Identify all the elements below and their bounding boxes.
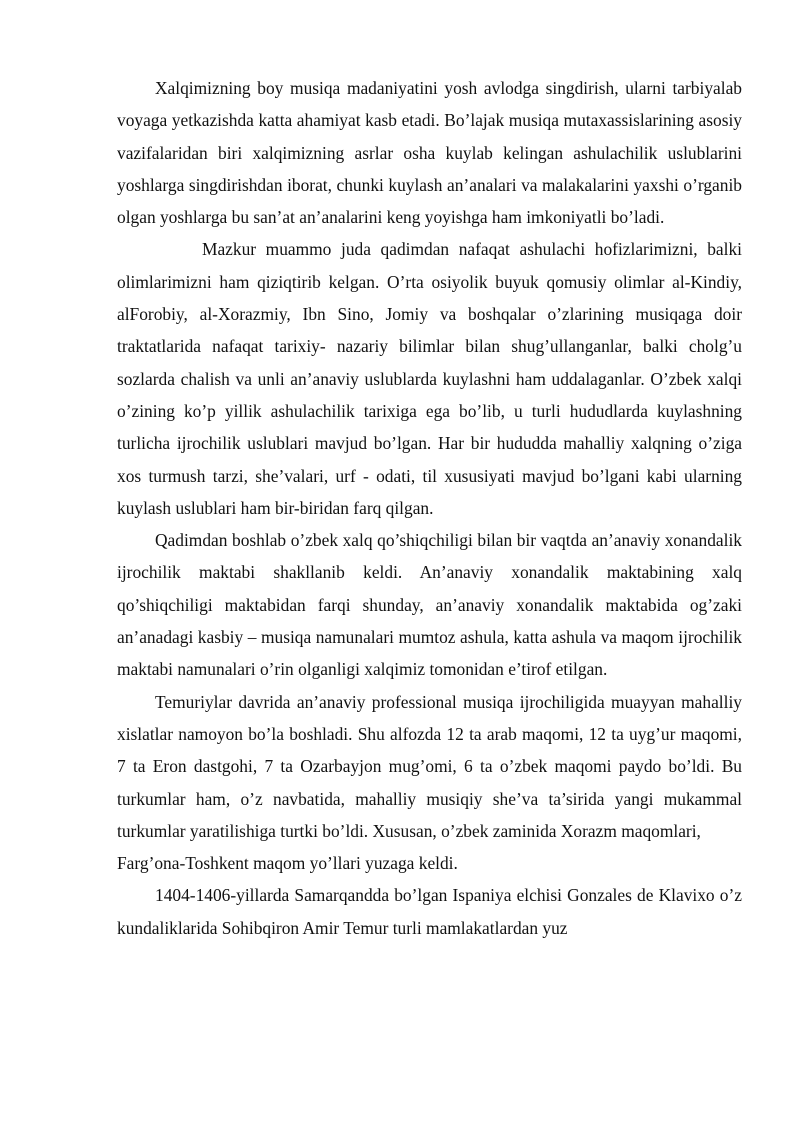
document-body [117,72,742,944]
paragraph-5: Farg’ona-Toshkent maqom yo’llari yuzaga keldi. [117,853,458,874]
paragraph-6: 1404-1406-yillarda Samarqandda bo’lgan Ispaniya elchisi Gonzales de Klavixo o’z kundaliklarida Sohibqiron Amir Temur turli mamlakatlardan yuz [117,885,742,938]
paragraph-1: Xalqimizning boy musiqa madaniyatini yosh avlodga singdirish, ularni tarbiyalab voyaga yetkazishda katta ahamiyat kasb etadi. Bo’lajak musiqa mutaxassislarining asosiy vazifalaridan biri xalqimizning asrlar osha kuylab kelingan ashulachilik uslublarini yoshlarga singdirishdan iborat, chunki kuylash an’analari va malakalarini yaxshi o’rganib olgan yoshlarga bu san’at an’analarini keng yoyishga ham imkoniyatli bo’ladi. [117,78,742,228]
paragraph-4: Temuriylar davrida an’anaviy professional musiqa ijrochiligida muayyan mahalliy xislatlar namoyon bo’la boshladi. Shu alfozda 12 ta arab maqomi, 12 ta uyg’ur maqomi, 7 ta Eron dastgohi, 7 ta Ozarbayjon mug’omi, 6 ta o’zbek maqomi paydo bo’ldi. Bu turkumlar ham, o’z navbatida, mahalliy musiqiy she’va ta’sirida yangi mukammal turkumlar yaratilishiga turtki bo’ldi. Xususan, o’zbek zaminida Xorazm maqomlari, [117,691,742,841]
paragraph-3: Qadimdan boshlab o’zbek xalq qo’shiqchiligi bilan bir vaqtda an’anaviy xonandalik ijrochilik maktabi shakllanib keldi. An’anaviy xonandalik maktabining xalq qo’shiqchiligi maktabidan farqi shunday, an’anaviy xonandalik maktabida og’zaki an’anadagi kasbiy – musiqa namunalari mumtoz ashula, katta ashula va maqom ijrochilik maktabi namunalari o’rin olganligi xalqimiz tomonidan e’tirof etilgan. [117,530,742,680]
paragraph-2: Mazkur muammo juda qadimdan nafaqat ashulachi hofizlarimizni, balki olimlarimizni ham qiziqtirib kelgan. O’rta osiyolik buyuk qomusiy olimlar al-Kindiy, alForobiy, al-Xorazmiy, Ibn Sino, Jomiy va boshqalar o’zlarining musiqaga doir traktatlarida nafaqat tarixiy- nazariy bilimlar bilan shug’ullanganlar, balki cholg’u sozlarda chalish va unli an’anaviy uslublarda kuylashni ham uddalaganlar. O’zbek xalqi o’zining ko’p yillik ashulachilik tarixiga ega bo’lib, u turli hududlarda kuylashning turlicha ijrochilik uslublari mavjud bo’lgan. Har bir hududda mahalliy xalqning o’ziga xos turmush tarzi, she’valari, urf - odati, til xususiyati mavjud bo’lgani kabi ularning kuylash uslublari ham bir-biridan farq qilgan. [117,239,742,518]
